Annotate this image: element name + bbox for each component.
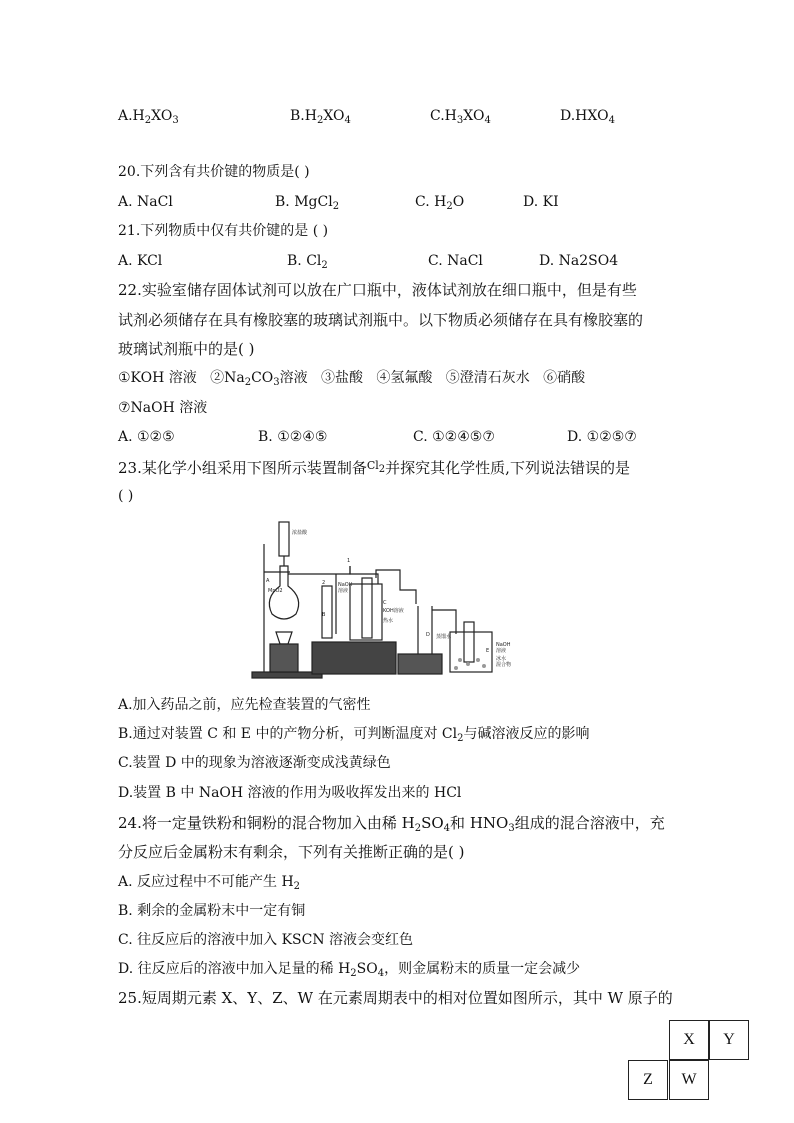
- cell-y: Y: [709, 1020, 749, 1060]
- svg-text:溶液: 溶液: [496, 648, 507, 654]
- cell-z: Z: [628, 1060, 668, 1100]
- q23-option-a: A.加入药品之前，应先检查装置的气密性: [118, 697, 371, 713]
- q21-option-a: A. KCl: [118, 253, 163, 269]
- q25-stem: 25.短周期元素 X、Y、Z、W 在元素周期表中的相对位置如图所示，其中 W 原子的: [118, 989, 673, 1007]
- q24-option-c: C. 往反应后的溶液中加入 KSCN 溶液会变红色: [118, 932, 414, 948]
- cell-x: X: [669, 1020, 709, 1060]
- svg-text:E: E: [486, 648, 490, 654]
- q21-option-c: C. NaCl: [428, 253, 483, 269]
- q22-option-c: C. ①②④⑤⑦: [413, 429, 495, 445]
- svg-text:D: D: [426, 632, 430, 638]
- svg-text:浓盐酸: 浓盐酸: [292, 530, 308, 536]
- q20-stem: 20.下列含有共价键的物质是( ): [118, 164, 310, 180]
- svg-text:蒸馏水: 蒸馏水: [436, 634, 452, 640]
- svg-text:冰水: 冰水: [496, 656, 507, 662]
- q22-option-b: B. ①②④⑤: [258, 429, 328, 445]
- q23-stem-line1: 23.某化学小组采用下图所示装置制备$^{Cl_2}$并探究其化学性质,下列说法错误的是: [118, 459, 630, 477]
- q20-option-b: B. MgCl$_2$: [275, 194, 340, 212]
- q22-stem-line1: 22.实验室储存固体试剂可以放在广口瓶中，液体试剂放在细口瓶中，但是有些: [118, 281, 637, 299]
- q23-option-b: B.通过对装置 C 和 E 中的产物分析，可判断温度对 $Cl_2$与碱溶液反应的影响: [118, 726, 590, 744]
- q20-option-a: A. NaCl: [118, 194, 173, 210]
- q19-option-a: $A.H_2XO_3$: [118, 108, 179, 126]
- q22-items-line2: ⑦NaOH 溶液: [118, 400, 208, 416]
- svg-text:2: 2: [322, 580, 326, 586]
- svg-text:B: B: [322, 612, 326, 618]
- q23-option-c: C.装置 D 中的现象为溶液逐渐变成浅黄绿色: [118, 755, 391, 771]
- q19-option-b: $B.H_2XO_4$: [290, 108, 351, 126]
- svg-text:溶液: 溶液: [338, 588, 349, 594]
- q19-option-d: $D.HXO_4$: [560, 108, 615, 126]
- q21-option-b: B. $Cl_2$: [287, 253, 328, 271]
- q21-option-d: D. Na2SO4: [539, 253, 619, 269]
- q21-stem: 21.下列物质中仅有共价键的是 ( ): [118, 223, 329, 239]
- svg-text:C: C: [383, 600, 387, 606]
- svg-text:KOH溶液: KOH溶液: [383, 608, 404, 614]
- svg-text:热水: 热水: [383, 618, 394, 624]
- q24-stem-line1: 24.将一定量铁粉和铜粉的混合物加入由稀 $H_2SO_4$和 $HNO_3$组成的混合溶液中，充: [118, 814, 665, 834]
- q22-stem-line3: 玻璃试剂瓶中的是( ): [118, 340, 255, 358]
- q23-option-d: D.装置 B 中 NaOH 溶液的作用为吸收挥发出来的 HCl: [118, 785, 462, 801]
- q23-stem-line2: ( ): [118, 488, 134, 504]
- cell-w: W: [669, 1060, 709, 1100]
- q22-stem-line2: 试剂必须储存在具有橡胶塞的玻璃试剂瓶中。以下物质必须储存在具有橡胶塞的: [118, 311, 644, 329]
- svg-text:混合物: 混合物: [496, 662, 512, 668]
- q22-option-d: D. ①②⑤⑦: [567, 429, 637, 445]
- q22-items-line1: ①KOH 溶液 $②Na_2CO_3$溶液 ③盐酸 ④氢氟酸 ⑤澄清石灰水 ⑥硝酸: [118, 370, 586, 388]
- apparatus-diagram: [250, 514, 540, 684]
- svg-text:A: A: [266, 578, 270, 584]
- svg-text:1: 1: [347, 558, 351, 564]
- periodic-position-grid: [628, 1020, 750, 1102]
- q19-option-c: $C.H_3XO_4$: [430, 108, 491, 126]
- svg-text:NaOH: NaOH: [338, 582, 353, 588]
- svg-text:NaOH: NaOH: [496, 642, 511, 648]
- q24-option-b: B. 剩余的金属粉末中一定有铜: [118, 903, 306, 919]
- q24-option-d: D. 往反应后的溶液中加入足量的稀 $H_2SO_4$，则金属粉末的质量一定会减少: [118, 961, 581, 979]
- q20-option-c: C. $H_2O$: [415, 194, 465, 212]
- q24-option-a: A. 反应过程中不可能产生 $H_2$: [118, 874, 301, 892]
- q22-option-a: A. ①②⑤: [118, 429, 175, 445]
- q24-stem-line2: 分反应后金属粉末有剩余，下列有关推断正确的是( ): [118, 843, 465, 861]
- svg-text:MnO2: MnO2: [268, 588, 283, 594]
- q20-option-d: D. KI: [523, 194, 559, 210]
